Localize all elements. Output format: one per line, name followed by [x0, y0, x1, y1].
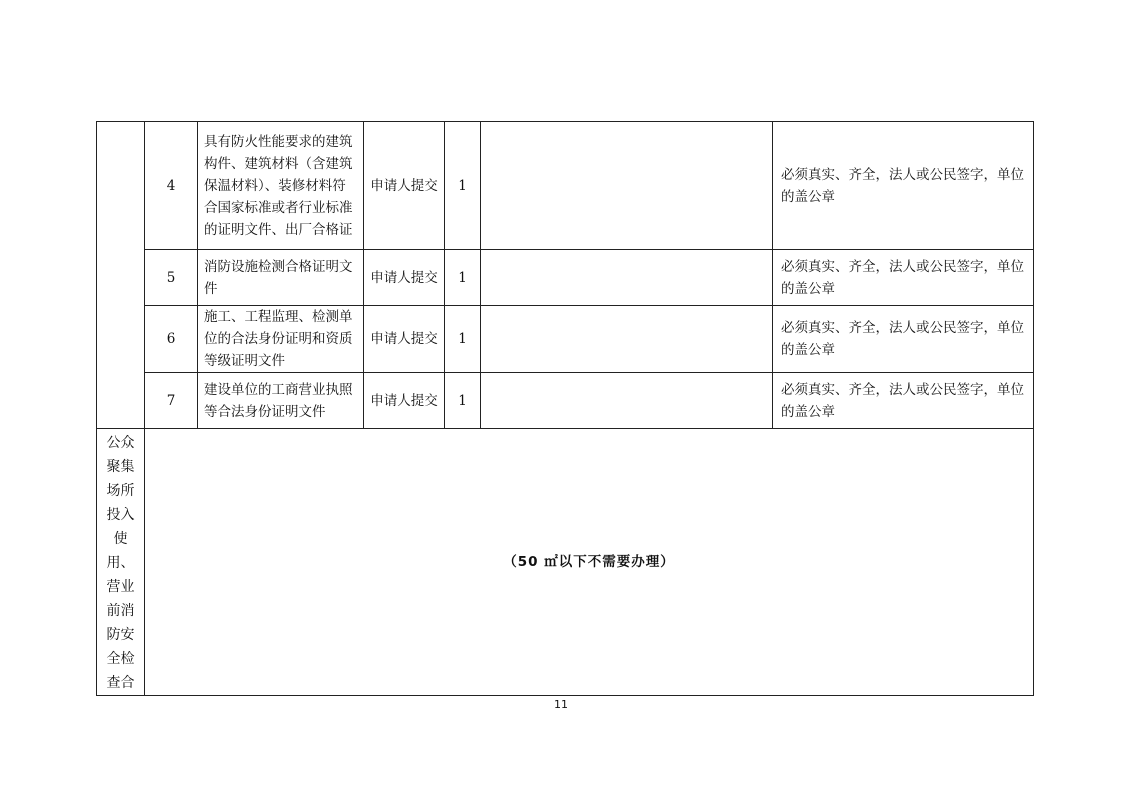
material-name: 具有防火性能要求的建筑构件、建筑材料（含建筑保温材料）、装修材料符合国家标准或者行业标准的证明文件、出厂合格证	[198, 122, 364, 250]
material-source: 申请人提交	[364, 306, 445, 373]
material-form	[481, 250, 773, 306]
page-number: 11	[554, 698, 568, 711]
material-quantity: 1	[445, 122, 481, 250]
materials-table	[96, 121, 1034, 696]
row-index: 5	[145, 250, 198, 306]
material-source: 申请人提交	[364, 122, 445, 250]
material-name: 建设单位的工商营业执照等合法身份证明文件	[198, 373, 364, 429]
material-form	[481, 122, 773, 250]
table-row	[97, 306, 1034, 373]
material-requirement: 必须真实、齐全，法人或公民签字，单位的盖公章	[773, 122, 1034, 250]
material-name: 施工、工程监理、检测单位的合法身份证明和资质等级证明文件	[198, 306, 364, 373]
table-row	[97, 122, 1034, 250]
material-form	[481, 373, 773, 429]
table-row	[97, 250, 1034, 306]
material-requirement: 必须真实、齐全，法人或公民签字，单位的盖公章	[773, 306, 1034, 373]
material-quantity: 1	[445, 250, 481, 306]
material-name: 消防设施检测合格证明文件	[198, 250, 364, 306]
material-form	[481, 306, 773, 373]
category-cell	[97, 429, 145, 696]
material-quantity: 1	[445, 306, 481, 373]
material-requirement: 必须真实、齐全，法人或公民签字，单位的盖公章	[773, 250, 1034, 306]
table-row	[97, 429, 1034, 696]
row-index: 4	[145, 122, 198, 250]
category-cell-upper	[97, 122, 145, 429]
material-requirement: 必须真实、齐全，法人或公民签字，单位的盖公章	[773, 373, 1034, 429]
material-source: 申请人提交	[364, 250, 445, 306]
notice-cell: （50 ㎡以下不需要办理）	[145, 429, 1034, 696]
row-index: 6	[145, 306, 198, 373]
table-row	[97, 373, 1034, 429]
row-index: 7	[145, 373, 198, 429]
material-quantity: 1	[445, 373, 481, 429]
material-source: 申请人提交	[364, 373, 445, 429]
category-label: 公众聚集场所投入使用、营业前消防安全检查合	[106, 435, 135, 691]
